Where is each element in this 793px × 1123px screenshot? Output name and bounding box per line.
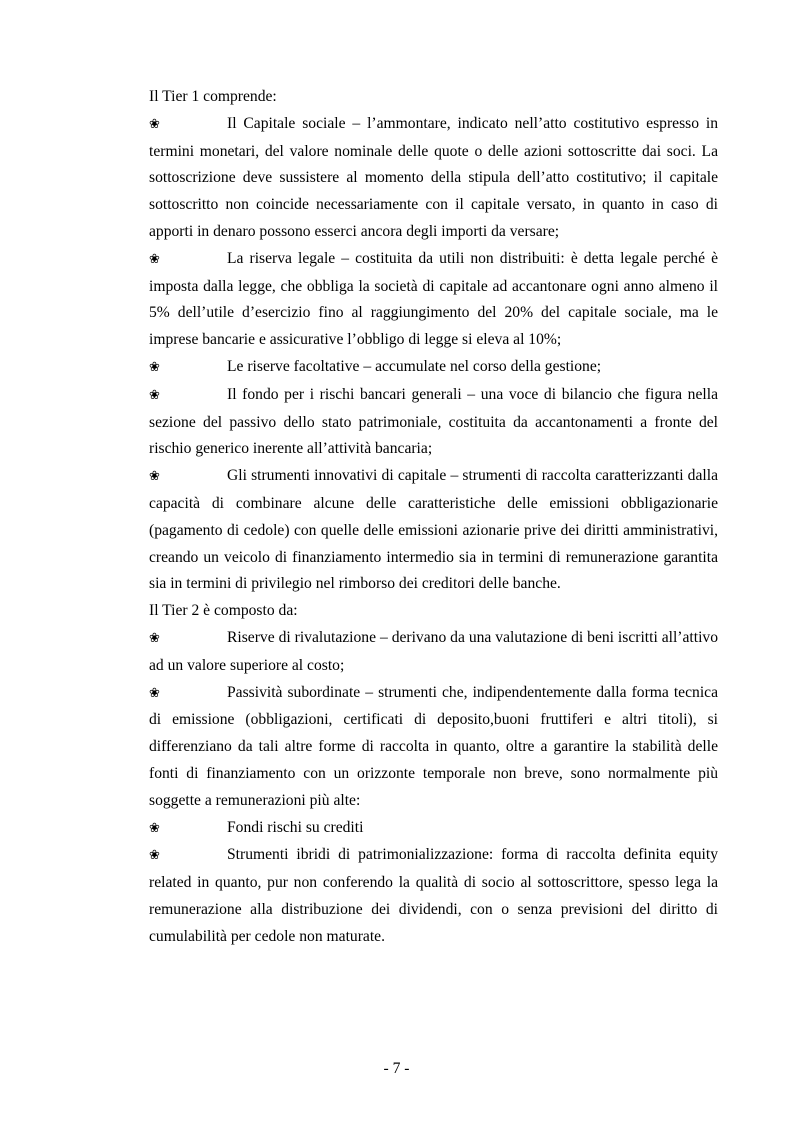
- list-item: [149, 463, 718, 598]
- flower-bullet-icon: ❀: [149, 116, 160, 132]
- list-item-text: Passività subordinate – strumenti che, indipendentemente dalla forma tecnica di emissione (obbligazioni, certificati di deposito,buoni fruttiferi e altri titoli), si differenziano da tali altre forme di raccolta in quanto, oltre a garantire la stabilità delle fonti di finanziamento con un orizzonte temporale non breve, sono normalmente più soggette a remunerazioni più alte:: [149, 683, 718, 809]
- flower-bullet-icon: ❀: [149, 251, 160, 267]
- list-item: [149, 815, 718, 843]
- list-item: [149, 111, 718, 246]
- list-item-text: Gli strumenti innovativi di capitale – strumenti di raccolta caratterizzanti dalla capacità di combinare alcune delle caratteristiche delle emissioni obbligazionarie (pagamento di cedole) con quelle delle emissioni azionarie prive dei diritti amministrativi, creando un veicolo di finanziamento intermedio sia in termini di remunerazione garantita sia in termini di privilegio nel rimborso dei creditori delle banche.: [149, 467, 718, 593]
- list-item: [149, 246, 718, 354]
- list-item: [149, 625, 718, 680]
- tier1-list: [149, 111, 718, 598]
- flower-bullet-icon: ❀: [149, 820, 160, 836]
- list-item-text: Le riserve facoltative – accumulate nel corso della gestione;: [227, 357, 602, 375]
- list-item-text: Fondi rischi su crediti: [227, 818, 364, 836]
- list-item-text: Il Capitale sociale – l’ammontare, indicato nell’atto costitutivo espresso in termini monetari, del valore nominale delle quote o delle azioni sottoscritte dai soci. La sottoscrizione deve sussistere al momento della stipula dell’atto costitutivo; il capitale sottoscritto non coincide necessariamente con il capitale versato, in quanto in caso di apporti in denaro possono esserci ancora degli importi da versare;: [149, 114, 718, 240]
- tier2-intro: Il Tier 2 è composto da:: [149, 602, 298, 620]
- flower-bullet-icon: ❀: [149, 387, 160, 403]
- list-item-text: Il fondo per i rischi bancari generali – una voce di bilancio che figura nella sezione del passivo dello stato patrimoniale, costituita da accantonamenti a fronte del rischio generico inerente all’attività bancaria;: [149, 385, 718, 458]
- tier2-list: [149, 625, 718, 951]
- tier1-intro: Il Tier 1 comprende:: [149, 88, 277, 105]
- flower-bullet-icon: ❀: [149, 359, 160, 375]
- list-item: [149, 842, 718, 950]
- flower-bullet-icon: ❀: [149, 685, 160, 701]
- document-body: [149, 84, 718, 951]
- list-item: [149, 382, 718, 463]
- flower-bullet-icon: ❀: [149, 630, 160, 646]
- page-number: - 7 -: [383, 1060, 410, 1077]
- list-item-text: Strumenti ibridi di patrimonializzazione: forma di raccolta definita equity related in quanto, pur non conferendo la qualità di socio al sottoscrittore, spesso lega la remunerazione alla distribuzione dei dividendi, con o senza previsioni del diritto di cumulabilità per cedole non maturate.: [149, 846, 718, 945]
- flower-bullet-icon: ❀: [149, 469, 160, 485]
- flower-bullet-icon: ❀: [149, 848, 160, 864]
- list-item: [149, 354, 718, 382]
- list-item-text: Riserve di rivalutazione – derivano da una valutazione di beni iscritti all’attivo ad un valore superiore al costo;: [149, 628, 718, 674]
- list-item: [149, 680, 718, 815]
- list-item-text: La riserva legale – costituita da utili non distribuiti: è detta legale perché è imposta dalla legge, che obbliga la società di capitale ad accantonare ogni anno almeno il 5% dell’utile d’esercizio fino al raggiungimento del 20% del capitale sociale, ma le imprese bancarie e assicurative l’obbligo di legge si eleva al 10%;: [149, 249, 718, 349]
